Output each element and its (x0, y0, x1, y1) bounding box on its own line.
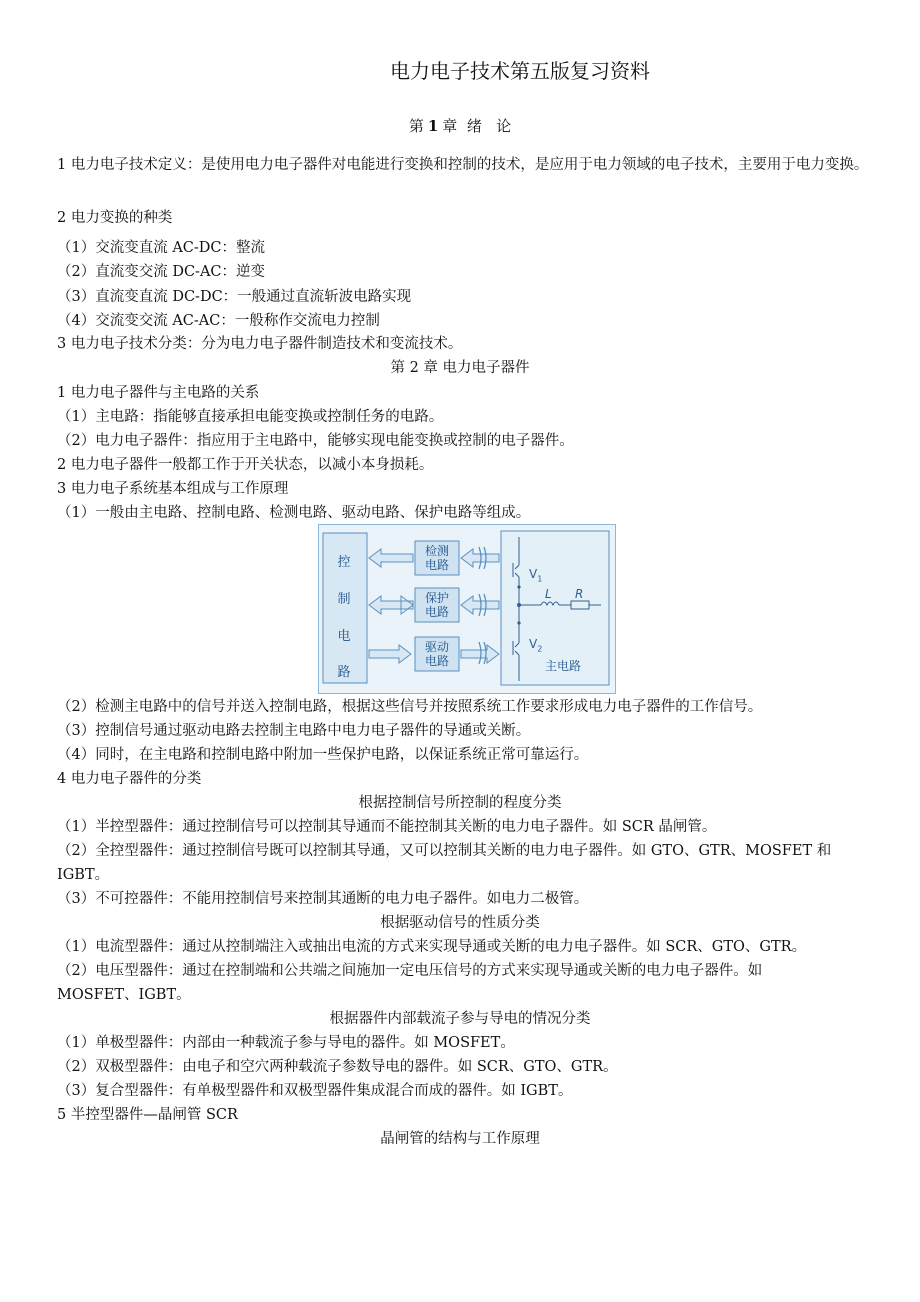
resistor-label: R (575, 587, 584, 601)
v2-label: $V_2$ (529, 637, 543, 654)
system-diagram (318, 524, 616, 694)
detect-circuit-label: 检测 电路 (424, 544, 449, 572)
list-item: （1）主电路：指能够直接承担电能变换或控制任务的电路。 (57, 409, 444, 425)
main-circuit-label: 主电路 (545, 659, 582, 673)
paragraph: 2 电力电子器件一般都工作于开关状态，以减小本身损耗。 (57, 457, 434, 473)
section-subheading: 晶闸管的结构与工作原理 (380, 1131, 540, 1147)
list-item-continued: IGBT。 (57, 867, 110, 883)
paragraph: 3 电力电子技术分类：分为电力电子器件制造技术和变流技术。 (57, 336, 463, 352)
drive-circuit-label: 驱动 电路 (424, 640, 449, 668)
list-item: （3）不可控器件：不能用控制信号来控制其通断的电力电子器件。如电力二极管。 (57, 891, 589, 907)
arrow-protect-to-control (369, 596, 413, 614)
list-item: （3）控制信号通过驱动电路去控制主电路中电力电子器件的导通或关断。 (57, 723, 531, 739)
list-item: （1）半控型器件：通过控制信号可以控制其导通而不能控制其关断的电力电子器件。如 SCR 晶闸管。 (57, 819, 717, 835)
list-item: （3）复合型器件：有单极型器件和双极型器件集成混合而成的器件。如 IGBT。 (57, 1083, 573, 1099)
v1-label: $V_1$ (529, 567, 543, 584)
list-item: （2）检测主电路中的信号并送入控制电路，根据这些信号并按照系统工作要求形成电力电子器件的工作信号。 (57, 699, 763, 715)
paragraph: 1 电力电子器件与主电路的关系 (57, 385, 260, 401)
list-item: （3）直流变直流 DC-DC：一般通过直流斩波电路实现 (57, 289, 412, 305)
list-item: （1）电流型器件：通过从控制端注入或抽出电流的方式来实现导通或关断的电力电子器件。如 SCR、GTO、GTR。 (57, 939, 807, 955)
list-item: （2）电压型器件：通过在控制端和公共端之间施加一定电压信号的方式来实现导通或关断的电力电子器件。如 (57, 963, 763, 979)
list-item: （2）电力电子器件：指应用于主电路中，能够实现电能变换或控制的电子器件。 (57, 433, 574, 449)
paragraph: 1 电力电子技术定义：是使用电力电子器件对电能进行变换和控制的技术，是应用于电力领域的电子技术，主要用于电力变换。 (57, 157, 869, 173)
arrow-detect-to-control (369, 549, 413, 567)
section-subheading: 根据控制信号所控制的程度分类 (358, 795, 562, 811)
list-item: （1）单极型器件：内部由一种载流子参与导电的器件。如 MOSFET。 (57, 1035, 515, 1051)
list-item: （1）交流变直流 AC-DC：整流 (57, 240, 266, 256)
list-item: （2）双极型器件：由电子和空穴两种载流子参数导电的器件。如 SCR、GTO、GTR。 (57, 1059, 618, 1075)
list-item: （4）同时，在主电路和控制电路中附加一些保护电路，以保证系统正常可靠运行。 (57, 747, 589, 763)
chapter-1-heading: 第 1 章 绪 论 (408, 117, 512, 135)
paragraph: 2 电力变换的种类 (57, 210, 173, 226)
paragraph: 3 电力电子系统基本组成与工作原理 (57, 481, 289, 497)
protect-circuit-label: 保护 电路 (424, 591, 449, 619)
document-title: 电力电子技术第五版复习资料 (390, 59, 650, 83)
paragraph: 5 半控型器件—晶闸管 SCR (57, 1107, 238, 1123)
list-item: （1）一般由主电路、控制电路、检测电路、驱动电路、保护电路等组成。 (57, 505, 531, 521)
paragraph: 4 电力电子器件的分类 (57, 771, 202, 787)
list-item: （2）直流变交流 DC-AC：逆变 (57, 264, 266, 280)
list-item-continued: MOSFET、IGBT。 (57, 987, 191, 1003)
list-item: （4）交流变交流 AC-AC：一般称作交流电力控制 (57, 313, 380, 329)
chapter-2-heading: 第 2 章 电力电子器件 (390, 360, 530, 376)
section-subheading: 根据器件内部载流子参与导电的情况分类 (329, 1011, 591, 1027)
control-circuit-label: 控 制 电 路 (337, 555, 351, 680)
list-item: （2）全控型器件：通过控制信号既可以控制其导通，又可以控制其关断的电力电子器件。如 GTO、GTR、MOSFET 和 (57, 843, 832, 859)
inductor-label: L (545, 587, 552, 601)
arrow-control-to-drive (369, 645, 411, 663)
section-subheading: 根据驱动信号的性质分类 (380, 915, 540, 931)
